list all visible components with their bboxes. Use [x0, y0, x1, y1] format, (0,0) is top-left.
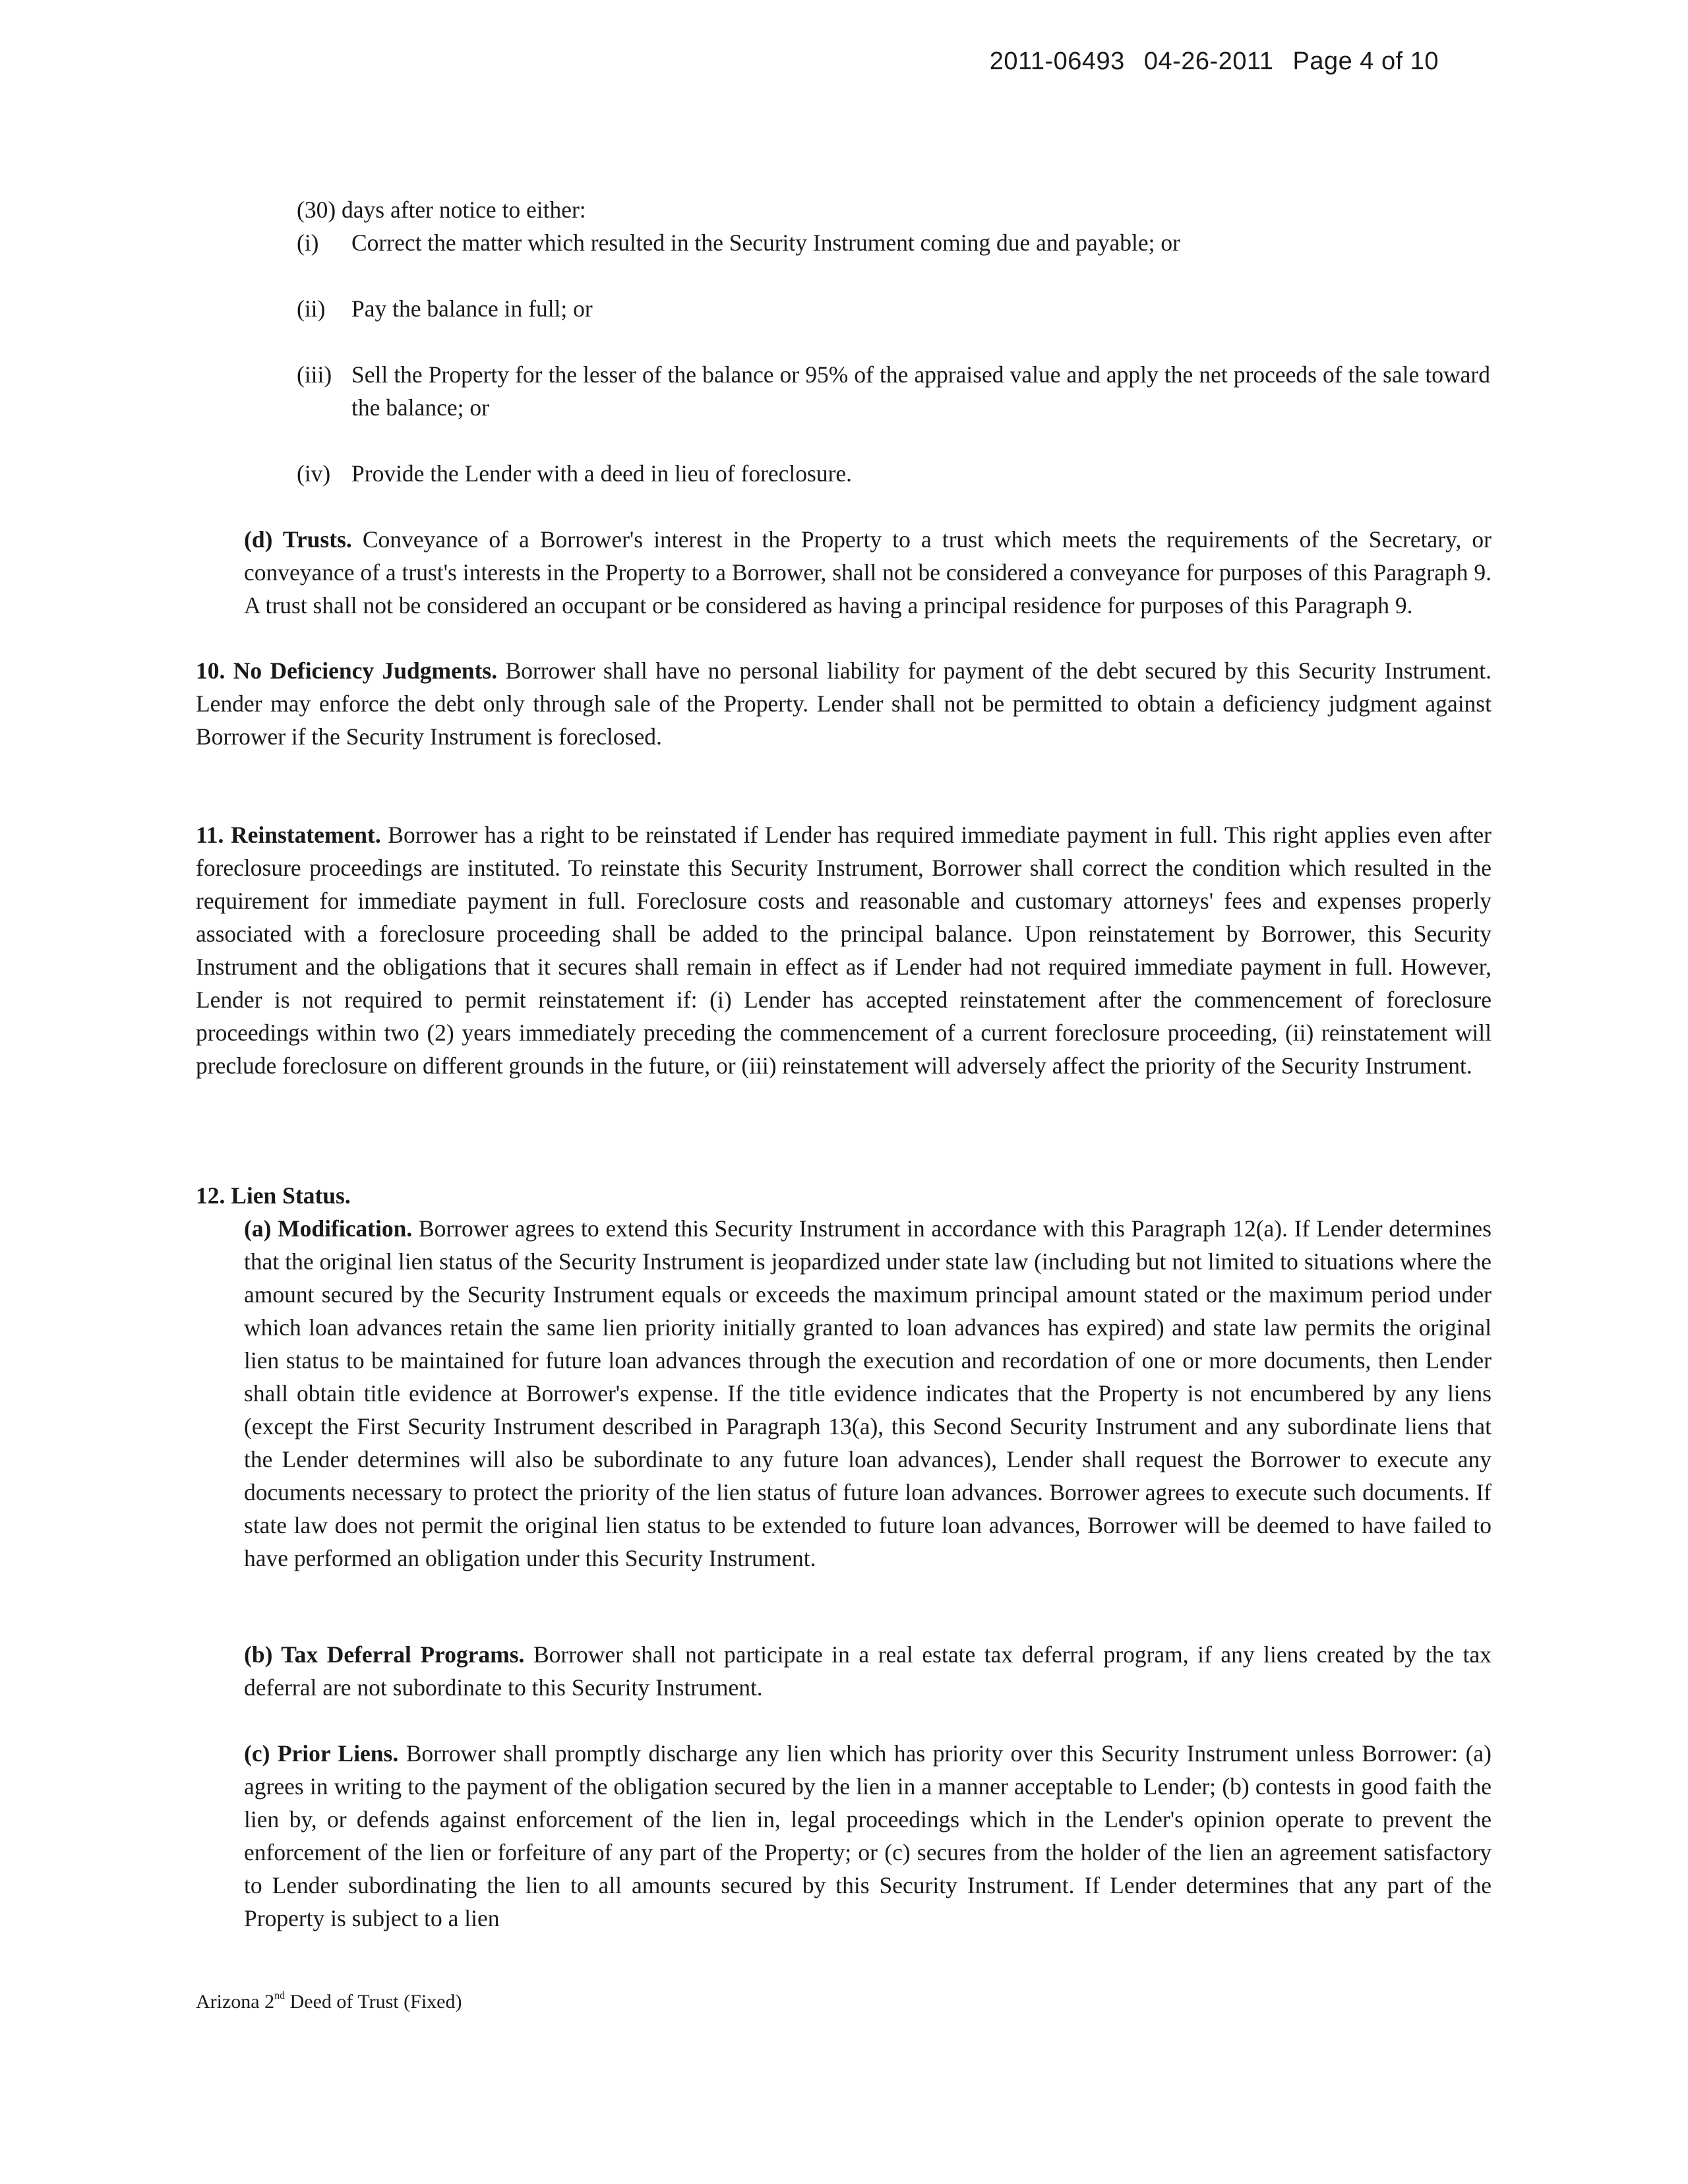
- tax-deferral-heading: (b) Tax Deferral Programs.: [244, 1641, 525, 1668]
- footer-prefix: Arizona 2: [196, 1991, 275, 2013]
- list-item-number: (iv): [297, 460, 331, 487]
- list-item-text: Correct the matter which resulted in the Security Instrument coming due and payable; or: [351, 229, 1180, 256]
- list-item-text: Pay the balance in full; or: [351, 295, 593, 322]
- trusts-heading: (d) Trusts.: [244, 526, 352, 553]
- prior-liens-paragraph: [244, 1737, 1492, 1935]
- modification-heading: (a) Modification.: [244, 1215, 413, 1242]
- intro-line: (30) days after notice to either:: [297, 197, 586, 223]
- footer-suffix: Deed of Trust (Fixed): [289, 1991, 462, 2013]
- list-item-number: (iii): [297, 361, 332, 388]
- footer: [196, 1990, 462, 2013]
- footer-superscript: nd: [274, 1990, 286, 2001]
- section-12-title: 12. Lien Status.: [196, 1182, 351, 1209]
- modification-text: Borrower agrees to extend this Security Instrument in accordance with this Paragraph 12(a). If Lender determines that the original lien status of the Security Instrument is jeopardized under state law (including but not limited to situations where the amount secured by the Security Instrument equals or exceeds the maximum principal amount stated or the maximum period under which loan advances retain the same lien priority initially granted to loan advances has expired) and state law permits the original lien status to be maintained for future loan advances through the execution and recordation of one or more documents, then Lender shall obtain title evidence at Borrower's expense. If the title evidence indicates that the Property is not encumbered by any liens (except the First Security Instrument described in Paragraph 13(a), this Second Security Instrument and any subordinate liens that the Lender determines will also be subordinate to any future loan advances), Lender shall request the Borrower to execute any documents necessary to protect the priority of the lien status of future loan advances. Borrower agrees to execute such documents. If state law does not permit the original lien status to be extended to future loan advances, Borrower will be deemed to have failed to have performed an obligation under this Security Instrument.: [244, 1215, 1492, 1571]
- list-item-text: Provide the Lender with a deed in lieu of foreclosure.: [351, 460, 853, 487]
- trusts-paragraph: [244, 523, 1492, 622]
- section-11-text: Borrower has a right to be reinstated if Lender has required immediate payment in full. This right applies even after foreclosure proceedings are instituted. To reinstate this Security Instrument, Borrower shall correct the condition which resulted in the requirement for immediate payment in full. Foreclosure costs and reasonable and customary attorneys' fees and expenses properly associated with a foreclosure proceeding shall be added to the principal balance. Upon reinstatement by Borrower, this Security Instrument and the obligations that it secures shall remain in effect as if Lender had not required immediate payment in full. However, Lender is not required to permit reinstatement if: (i) Lender has accepted reinstatement after the commencement of foreclosure proceedings within two (2) years immediately preceding the commencement of a current foreclosure proceeding, (ii) reinstatement will preclude foreclosure on different grounds in the future, or (iii) reinstatement will adversely affect the priority of the Security Instrument.: [196, 822, 1492, 1079]
- trusts-text: Conveyance of a Borrower's interest in the Property to a trust which meets the requirements of the Secretary, or conveyance of a trust's interests in the Property to a Borrower, shall not be considered a conveyance for purposes of this Paragraph 9. A trust shall not be considered an occupant or be considered as having a principal residence for purposes of this Paragraph 9.: [244, 526, 1492, 619]
- list-item-number: (ii): [297, 295, 326, 322]
- page-number: Page 4 of 10: [1292, 47, 1439, 75]
- section-11: [196, 818, 1492, 1082]
- document-date: 04-26-2011: [1143, 47, 1274, 75]
- tax-deferral-paragraph: [244, 1638, 1492, 1704]
- modification-paragraph: [244, 1212, 1492, 1575]
- document-number: 2011-06493: [989, 47, 1125, 75]
- section-12-heading: [196, 1179, 1492, 1212]
- list-item-text: Sell the Property for the lesser of the balance or 95% of the appraised value and apply the net proceeds of the sale toward the balance; or: [351, 361, 1490, 421]
- tax-deferral-text: Borrower shall not participate in a real estate tax deferral program, if any liens created by the tax deferral are not subordinate to this Security Instrument.: [244, 1641, 1492, 1701]
- section-10: [196, 654, 1492, 753]
- section-10-heading: 10. No Deficiency Judgments.: [196, 657, 498, 684]
- page-header: [990, 47, 1439, 76]
- section-11-heading: 11. Reinstatement.: [196, 822, 381, 848]
- list-item-number: (i): [297, 229, 319, 256]
- prior-liens-heading: (c) Prior Liens.: [244, 1740, 399, 1767]
- section-10-text: Borrower shall have no personal liability for payment of the debt secured by this Security Instrument. Lender may enforce the debt only through sale of the Property. Lender shall not be permitted to obtain a deficiency judgment against Borrower if the Security Instrument is foreclosed.: [196, 657, 1492, 750]
- prior-liens-text: Borrower shall promptly discharge any lien which has priority over this Security Instrument unless Borrower: (a) agrees in writing to the payment of the obligation secured by the lien in a manner acceptable to Lender; (b) contests in good faith the lien by, or defends against enforcement of the lien in, legal proceedings which in the Lender's opinion operate to prevent the enforcement of the lien or forfeiture of any part of the Property; or (c) secures from the holder of the lien an agreement satisfactory to Lender subordinating the lien to all amounts secured by this Security Instrument. If Lender determines that any part of the Property is subject to a lien: [244, 1740, 1492, 1931]
